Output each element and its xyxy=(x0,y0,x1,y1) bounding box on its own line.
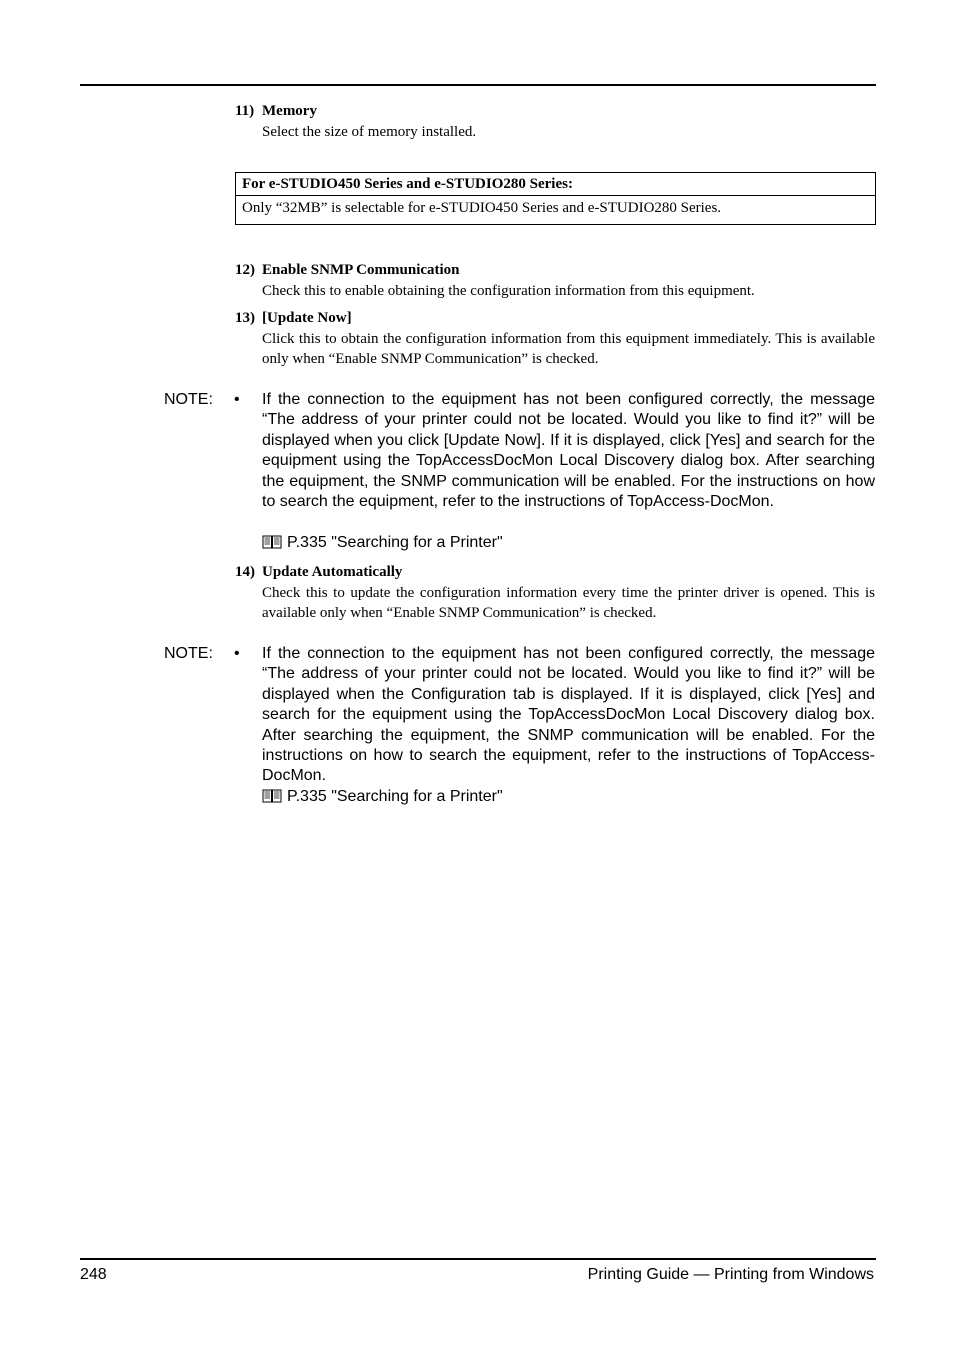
section-12-number: 12) xyxy=(235,262,255,278)
note-1-label: NOTE: xyxy=(164,391,213,408)
section-12-heading xyxy=(235,260,460,280)
section-13-heading xyxy=(235,308,352,328)
book-icon xyxy=(262,788,282,804)
section-13-number: 13) xyxy=(235,310,255,326)
section-14-title: Update Automatically xyxy=(262,564,403,580)
book-icon xyxy=(262,534,282,550)
footer-rule xyxy=(80,1258,876,1260)
series-note-title: For e-STUDIO450 Series and e-STUDIO280 Series: xyxy=(242,176,573,192)
note-2-reference[interactable] xyxy=(262,787,503,807)
section-13-title: [Update Now] xyxy=(262,310,352,326)
section-13-description: Click this to obtain the configuration information from this equipment immediately. This is available only when “Enable SNMP Communication” is checked. xyxy=(262,331,875,367)
section-14-heading xyxy=(235,562,402,582)
section-14-description: Check this to update the configuration information every time the printer driver is opened. This is available only when “Enable SNMP Communication” is checked. xyxy=(262,585,875,621)
section-12-title: Enable SNMP Communication xyxy=(262,262,460,278)
note-1-reference[interactable] xyxy=(262,533,503,553)
note-2-bullet: • xyxy=(234,645,240,662)
page-number: 248 xyxy=(80,1266,107,1283)
note-2-label: NOTE: xyxy=(164,645,213,662)
series-note-divider xyxy=(236,195,875,196)
footer-title: Printing Guide — Printing from Windows xyxy=(587,1266,874,1283)
header-rule xyxy=(80,84,876,86)
section-11-description: Select the size of memory installed. xyxy=(262,124,477,140)
note-2-text: If the connection to the equipment has not been configured correctly, the message “The address of your printer could not be located. Would you like to find it?” will be displayed when the Configuration tab is displayed. If it is displayed, click [Yes] and search for the equipment using the TopAccessDocMon Local Discovery dialog box. After searching the equipment, the SNMP communication will be enabled. For the instructions on how to search the equipment, refer to the instructions of TopAccess-DocMon. xyxy=(262,645,875,785)
note-1-bullet: • xyxy=(234,391,240,408)
section-11-number: 11) xyxy=(235,103,255,119)
section-12-description: Check this to enable obtaining the configuration information from this equipment. xyxy=(262,283,755,299)
section-11-title: Memory xyxy=(262,103,317,119)
section-11-heading xyxy=(235,101,317,121)
note-1-reference-text: P.335 "Searching for a Printer" xyxy=(287,534,503,551)
note-2-reference-text: P.335 "Searching for a Printer" xyxy=(287,788,503,805)
series-note-box xyxy=(235,172,876,225)
note-1-text: If the connection to the equipment has not been configured correctly, the message “The address of your printer could not be located. Would you like to find it?” will be displayed when you click [Update Now]. If it is displayed, click [Yes] and search for the equipment using the TopAccessDocMon Local Discovery dialog box. After searching the equipment, the SNMP communication will be enabled. For the instructions on how to search the equipment, refer to the instructions of TopAccess-DocMon. xyxy=(262,391,875,511)
section-14-number: 14) xyxy=(235,564,255,580)
series-note-text: Only “32MB” is selectable for e-STUDIO450 Series and e-STUDIO280 Series. xyxy=(242,200,722,216)
